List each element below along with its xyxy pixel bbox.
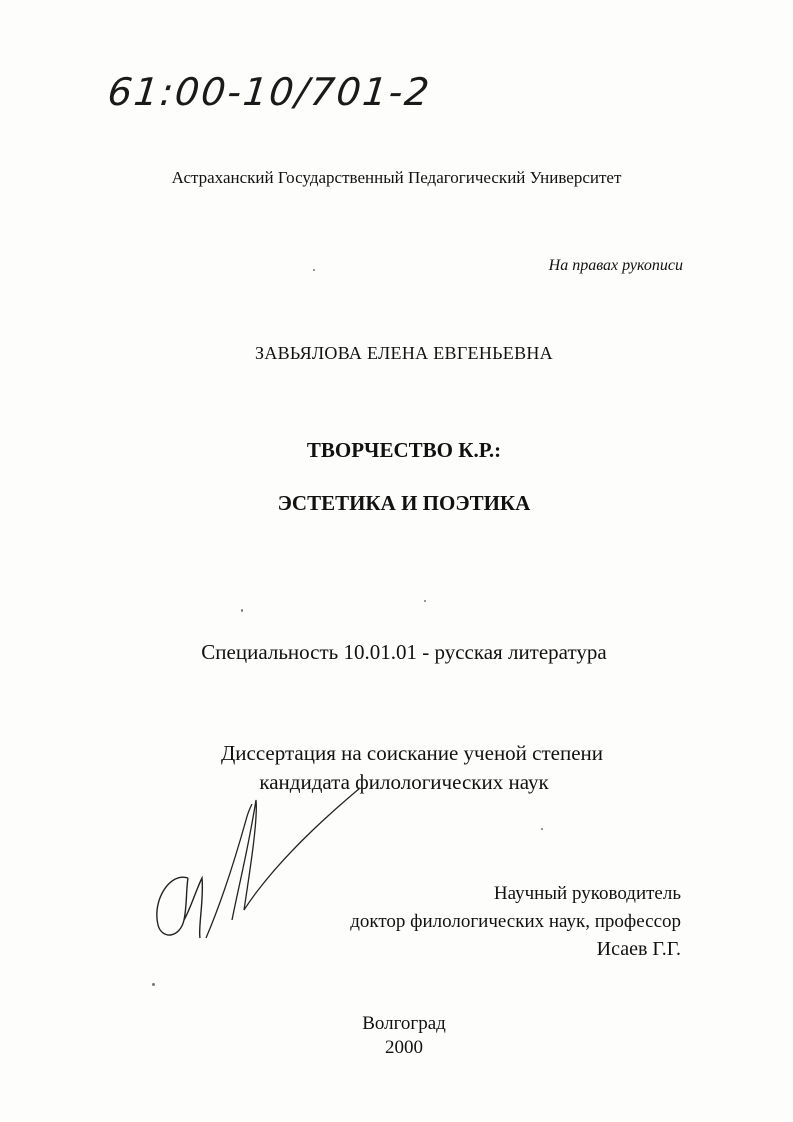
- scan-speck: [541, 828, 543, 830]
- university-name: Астраханский Государственный Педагогический Университет: [171, 168, 622, 187]
- advisor-degree: доктор филологических наук, профессор: [350, 911, 681, 932]
- title-line-1: ТВОРЧЕСТВО К.Р.:: [306, 438, 502, 462]
- scan-speck: [241, 609, 243, 612]
- handwritten-catalog-number: 61:00-10/701-2: [105, 70, 434, 114]
- advisor-role: Научный руководитель: [493, 883, 681, 904]
- handwritten-signature: [140, 760, 380, 960]
- advisor-name: Исаев Г.Г.: [596, 938, 681, 960]
- manuscript-rights-note: На правах рукописи: [548, 257, 683, 274]
- author-name: ЗАВЬЯЛОВА ЕЛЕНА ЕВГЕНЬЕВНА: [255, 343, 553, 363]
- specialty-line: Специальность 10.01.01 - русская литература: [201, 640, 607, 664]
- scan-speck: [313, 269, 315, 271]
- scan-speck: [152, 983, 155, 986]
- year: 2000: [385, 1037, 423, 1058]
- dissertation-line-1: Диссертация на соискание ученой степени: [220, 741, 604, 765]
- dissertation-line-2: кандидата филологических наук: [259, 770, 549, 794]
- scan-speck: [424, 600, 426, 602]
- title-line-2: ЭСТЕТИКА И ПОЭТИКА: [277, 491, 531, 515]
- city: Волгоград: [362, 1013, 446, 1034]
